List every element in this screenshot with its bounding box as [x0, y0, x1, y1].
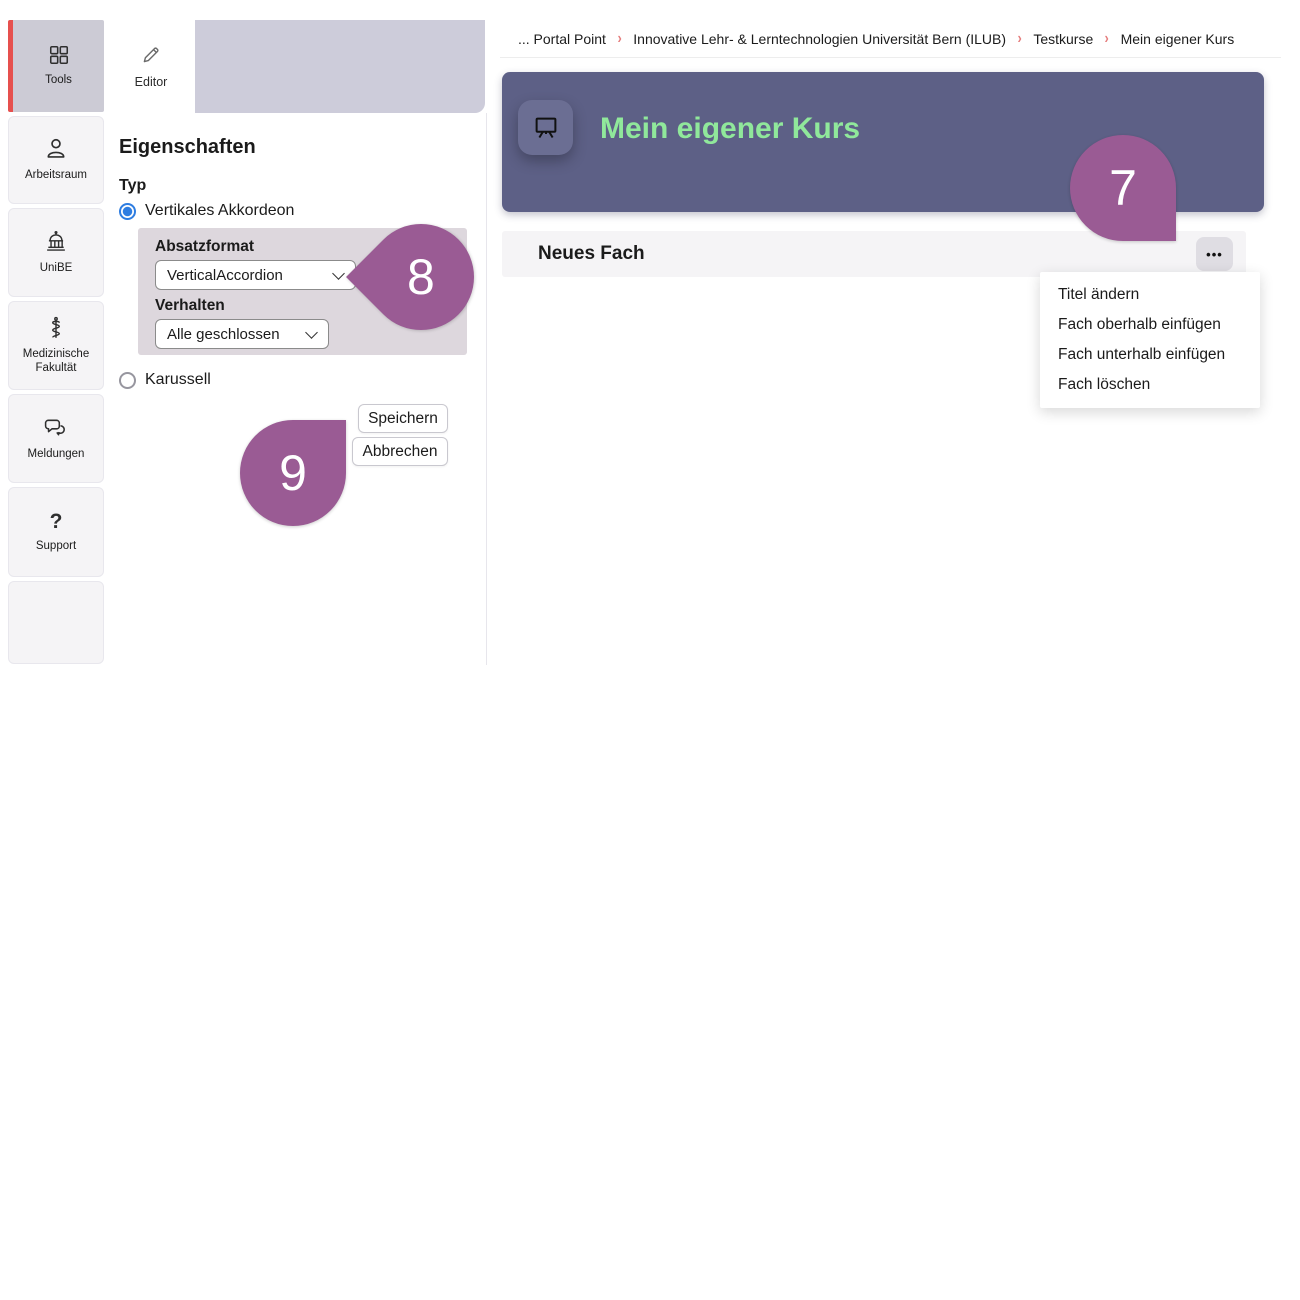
menu-item-titel-aendern[interactable]: Titel ändern [1058, 286, 1140, 303]
sidebar-item-label: Medizinische Fakultät [22, 347, 90, 374]
tab-editor[interactable] [107, 20, 195, 113]
menu-item-fach-oberhalb[interactable]: Fach oberhalb einfügen [1058, 316, 1221, 333]
person-icon [44, 137, 68, 161]
sidebar-item-medizinische-fakultaet[interactable] [8, 301, 104, 390]
radio-vertical-accordion[interactable] [119, 202, 294, 220]
chevron-right-icon: › [617, 30, 622, 47]
properties-title: Eigenschaften [119, 136, 256, 158]
breadcrumb-item[interactable]: Mein eigener Kurs [1120, 31, 1235, 47]
callout-step-7 [1070, 135, 1176, 241]
grid-icon [48, 44, 70, 66]
sidebar-item-label: Arbeitsraum [25, 169, 87, 182]
section-context-menu [1040, 272, 1260, 408]
question-mark-icon: ? [49, 509, 63, 533]
section-menu-button[interactable] [1196, 237, 1233, 271]
chevron-down-icon [305, 326, 318, 339]
pencil-icon [140, 44, 162, 66]
sidebar-item-unibe[interactable] [8, 208, 104, 297]
asclepius-icon [45, 316, 67, 340]
callout-number: 7 [1109, 160, 1137, 216]
university-icon [43, 230, 69, 254]
course-title: Mein eigener Kurs [600, 112, 861, 145]
paragraph-format-value: VerticalAccordion [167, 266, 283, 284]
ellipsis-icon: ••• [1206, 246, 1223, 262]
sidebar-item-label: Support [35, 539, 77, 552]
callout-step-9 [240, 420, 346, 526]
breadcrumb-divider [500, 57, 1281, 58]
menu-item-fach-unterhalb[interactable]: Fach unterhalb einfügen [1058, 346, 1226, 363]
radio-label: Karussell [145, 371, 211, 388]
breadcrumb-item[interactable]: Testkurse [1033, 31, 1094, 47]
sidebar-item-empty [8, 581, 104, 664]
sidebar-item-arbeitsraum[interactable] [8, 116, 104, 204]
section-title: Neues Fach [538, 243, 645, 264]
save-button[interactable]: Speichern [358, 404, 448, 433]
breadcrumb-item[interactable]: Innovative Lehr- & Lerntechnologien Universität Bern (ILUB) [633, 31, 1007, 47]
radio-unselected-icon[interactable] [119, 372, 136, 389]
paragraph-format-label: Absatzformat [155, 238, 255, 255]
chevron-right-icon: › [1017, 30, 1022, 47]
callout-number: 8 [407, 249, 435, 305]
radio-carousel[interactable] [119, 371, 211, 389]
sidebar-item-label: UniBE [39, 261, 73, 274]
sidebar-item-label: Meldungen [27, 447, 85, 460]
radio-label: Vertikales Akkordeon [145, 202, 295, 219]
behavior-label: Verhalten [155, 297, 225, 314]
chevron-down-icon [332, 267, 345, 280]
tab-strip-background [195, 20, 485, 113]
breadcrumb-item[interactable]: ... Portal Point [518, 31, 606, 47]
cancel-button[interactable]: Abbrechen [352, 437, 448, 466]
type-label: Typ [119, 177, 147, 194]
chat-bubbles-icon [43, 416, 69, 440]
sidebar-item-meldungen[interactable] [8, 394, 104, 483]
behavior-value: Alle geschlossen [167, 325, 280, 343]
behavior-select[interactable] [155, 319, 329, 349]
radio-selected-icon[interactable] [119, 203, 136, 220]
callout-number: 9 [279, 445, 307, 501]
panel-divider [486, 113, 487, 665]
sidebar-item-support[interactable] [8, 487, 104, 577]
paragraph-format-select[interactable] [155, 260, 356, 290]
breadcrumb [518, 30, 1234, 48]
chevron-right-icon: › [1104, 30, 1110, 47]
presentation-board-icon [518, 100, 573, 155]
tab-editor-label: Editor [134, 75, 168, 89]
menu-item-fach-loeschen[interactable]: Fach löschen [1058, 376, 1151, 393]
sidebar-item-label: Tools [45, 74, 72, 87]
sidebar-item-tools[interactable] [8, 20, 104, 112]
